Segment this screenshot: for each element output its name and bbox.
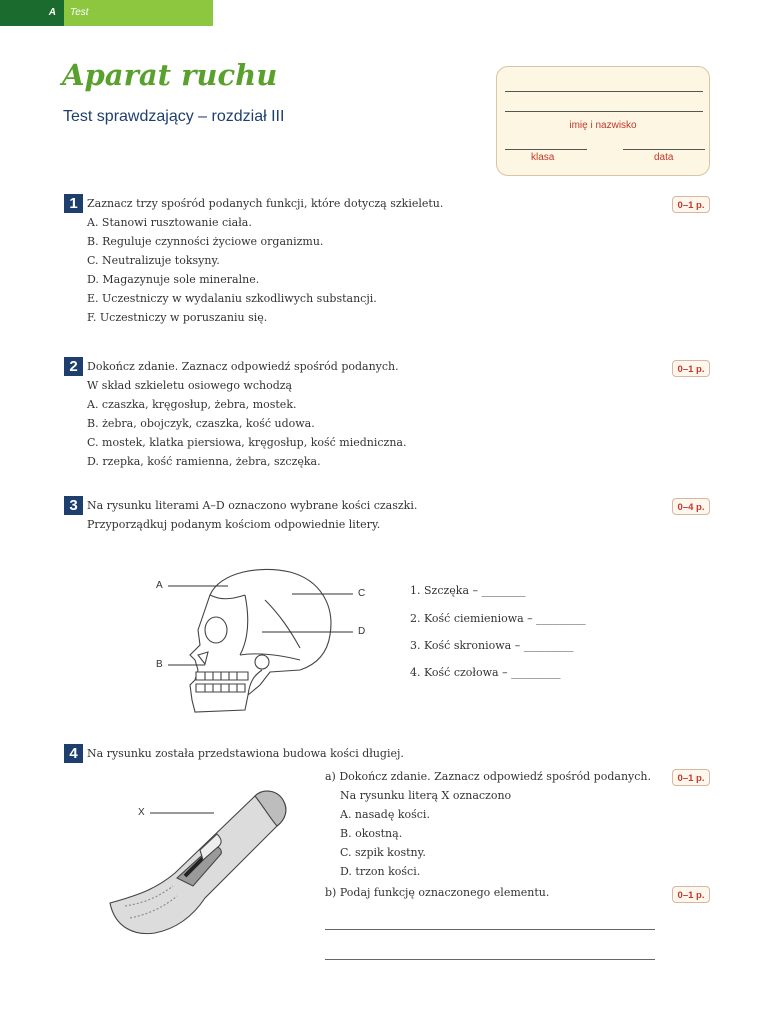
answer-option[interactable]: E. Uczestniczy w wydalaniu szkodliwych substancji. (87, 292, 377, 305)
question-part-a-stem: Na rysunku literą X oznaczono (340, 789, 512, 802)
question-number: 1 (64, 194, 83, 213)
skull-pointer-lines (160, 580, 380, 690)
answer-option[interactable]: B. Reguluje czynności życiowe organizmu. (87, 235, 324, 248)
name-line-1[interactable] (505, 91, 703, 92)
date-line[interactable] (623, 149, 705, 150)
name-line-2[interactable] (505, 111, 703, 112)
question-part-a: a) Dokończ zdanie. Zaznacz odpowiedź spośród podanych. (325, 770, 651, 783)
class-caption: klasa (531, 152, 555, 163)
question-number: 3 (64, 496, 83, 515)
points-badge: 0–1 p. (672, 769, 710, 786)
question-text: Zaznacz trzy spośród podanych funkcji, które dotyczą szkieletu. (87, 197, 444, 210)
page-subtitle: Test sprawdzający – rozdział III (63, 108, 285, 125)
class-line[interactable] (505, 149, 587, 150)
question-number: 2 (64, 357, 83, 376)
name-caption: imię i nazwisko (569, 120, 637, 131)
bone-pointer-line (148, 808, 218, 818)
points-badge: 0–1 p. (672, 886, 710, 903)
figure-label-d: D (358, 626, 366, 637)
answer-option[interactable]: D. trzon kości. (340, 865, 421, 878)
question-part-b: b) Podaj funkcję oznaczonego elementu. (325, 886, 550, 899)
answer-line[interactable] (325, 959, 655, 960)
header-tab (0, 0, 213, 26)
answer-line[interactable] (325, 929, 655, 930)
answer-option[interactable]: C. Neutralizuje toksyny. (87, 254, 220, 267)
figure-label-b: B (156, 659, 163, 670)
answer-option[interactable]: C. mostek, klatka piersiowa, kręgosłup, kość miedniczna. (87, 436, 407, 449)
figure-label-a: A (156, 580, 163, 591)
question-text: Na rysunku została przedstawiona budowa kości długiej. (87, 747, 404, 760)
matching-item[interactable]: 4. Kość czołowa – _________ (410, 666, 561, 679)
answer-option[interactable]: A. czaszka, kręgosłup, żebra, mostek. (87, 398, 297, 411)
figure-label-x: X (138, 807, 145, 818)
matching-item[interactable]: 2. Kość ciemieniowa – _________ (410, 612, 586, 625)
answer-option[interactable]: C. szpik kostny. (340, 846, 426, 859)
answer-option[interactable]: F. Uczestniczy w poruszaniu się. (87, 311, 268, 324)
matching-item[interactable]: 1. Szczęka – ________ (410, 584, 526, 597)
question-text: Dokończ zdanie. Zaznacz odpowiedź spośród podanych. (87, 360, 399, 373)
answer-option[interactable]: B. okostną. (340, 827, 403, 840)
question-text: Przyporządkuj podanym kościom odpowiednie litery. (87, 518, 381, 531)
answer-option[interactable]: A. Stanowi rusztowanie ciała. (87, 216, 252, 229)
date-caption: data (654, 152, 674, 163)
points-badge: 0–4 p. (672, 498, 710, 515)
long-bone-illustration (105, 778, 305, 938)
question-text: Na rysunku literami A–D oznaczono wybrane kości czaszki. (87, 499, 418, 512)
question-text: W skład szkieletu osiowego wchodzą (87, 379, 293, 392)
student-info-box (496, 66, 710, 176)
tab-letter: A (0, 0, 64, 26)
answer-option[interactable]: D. Magazynuje sole mineralne. (87, 273, 260, 286)
answer-option[interactable]: B. żebra, obojczyk, czaszka, kość udowa. (87, 417, 315, 430)
points-badge: 0–1 p. (672, 196, 710, 213)
question-number: 4 (64, 744, 83, 763)
tab-label: Test (70, 7, 89, 18)
figure-label-c: C (358, 588, 366, 599)
points-badge: 0–1 p. (672, 360, 710, 377)
page-title: Aparat ruchu (62, 58, 278, 92)
answer-option[interactable]: D. rzepka, kość ramienna, żebra, szczęka. (87, 455, 321, 468)
answer-option[interactable]: A. nasadę kości. (340, 808, 430, 821)
matching-item[interactable]: 3. Kość skroniowa – _________ (410, 639, 574, 652)
